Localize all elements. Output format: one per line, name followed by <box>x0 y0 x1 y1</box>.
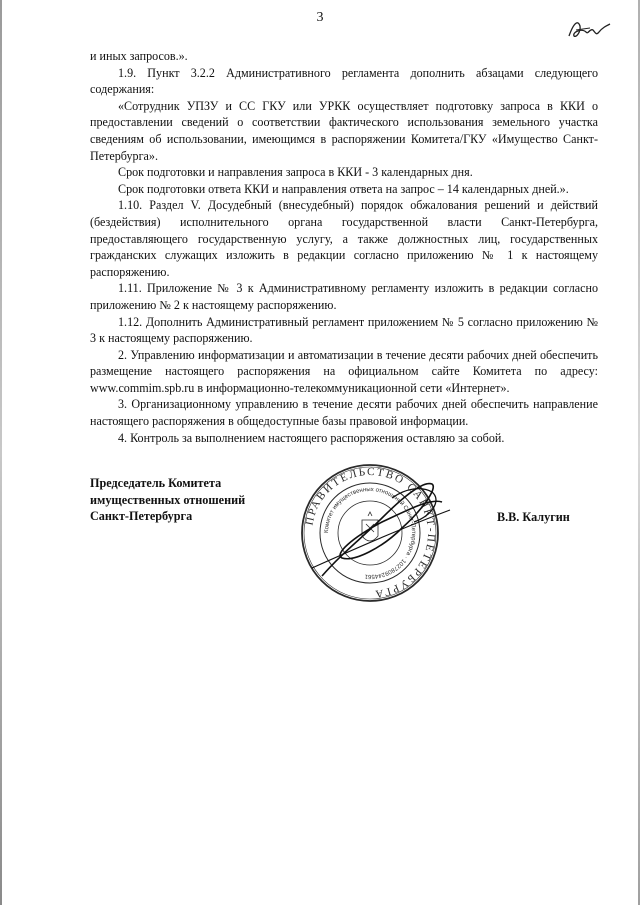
signatory-position-line: Санкт-Петербурга <box>90 509 193 523</box>
scan-edge-left <box>0 0 2 905</box>
paragraph-quoted-addition: «Сотрудник УПЗУ и СС ГКУ или УРКК осуществляет подготовку запроса в ККИ о предоставлении сведений о соответствии фактического использования земельного участка сведениям об использовании, имеющимся в распоряжении Комитета/ГКУ «Имущество Санкт-Петербурга». <box>90 98 598 163</box>
paragraph-item-3: 3. Организационному управлению в течение десяти рабочих дней обеспечить направление настоящего распоряжения в общедоступные базы правовой информации. <box>90 397 598 429</box>
paragraph-item-1-12: 1.12. Дополнить Административный регламент приложением № 5 согласно приложению № 3 к настоящему распоряжению. <box>90 314 598 346</box>
paragraph-continuation: и иных запросов.». <box>90 49 188 63</box>
signatory-position-line: имущественных отношений <box>90 492 246 507</box>
paragraph-item-1-11: 1.11. Приложение № 3 к Административному регламенту изложить в редакции согласно приложению № 2 к настоящему распоряжению. <box>90 281 598 312</box>
paragraph-response-deadline: Срок подготовки ответа ККИ и направления ответа на запрос – 14 календарных дней.». <box>118 181 569 196</box>
paragraph-item-4: 4. Контроль за выполнением настоящего распоряжения оставляю за собой. <box>118 430 505 445</box>
paragraph-item-1-9: 1.9. Пункт 3.2.2 Административного регламента дополнить абзацами следующего содержания: <box>90 65 598 97</box>
coat-of-arms-emblem <box>362 512 378 541</box>
seal-outer-text: ПРАВИТЕЛЬСТВО САНКТ-ПЕТЕРБУРГА <box>303 465 438 601</box>
seal-inner-text: Комитет имущественных отношений Санкт-Петербурга · 1027809244561 <box>323 486 417 580</box>
signatory-position-line: Председатель Комитета <box>90 476 222 490</box>
paragraph-item-1-10: 1.10. Раздел V. Досудебный (внесудебный) порядок обжалования решений и действий (бездействия) исполнительного органа государственной власти Санкт-Петербурга, предоставляющего государственную услугу, а также должностных лиц, государственных гражданских служащих изложить в редакции согласно приложению № 1 к настоящему распоряжению. <box>90 198 598 279</box>
signatory-position <box>90 475 290 525</box>
signatory-name: В.В. Калугин <box>497 510 570 524</box>
paragraph-item-2: 2. Управлению информатизации и автоматизации в течение десяти рабочих дней обеспечить размещение настоящего распоряжения на официальном сайте Комитета по адресу: www.commim.spb.ru в информационно-телекоммуникационной сети «Интернет». <box>90 347 598 395</box>
initials-signature <box>566 16 612 44</box>
paragraph-request-deadline: Срок подготовки и направления запроса в ККИ - 3 календарных дня. <box>118 165 473 180</box>
page-number: 3 <box>316 10 324 25</box>
document-body <box>90 48 598 446</box>
official-seal-stamp <box>282 458 458 608</box>
